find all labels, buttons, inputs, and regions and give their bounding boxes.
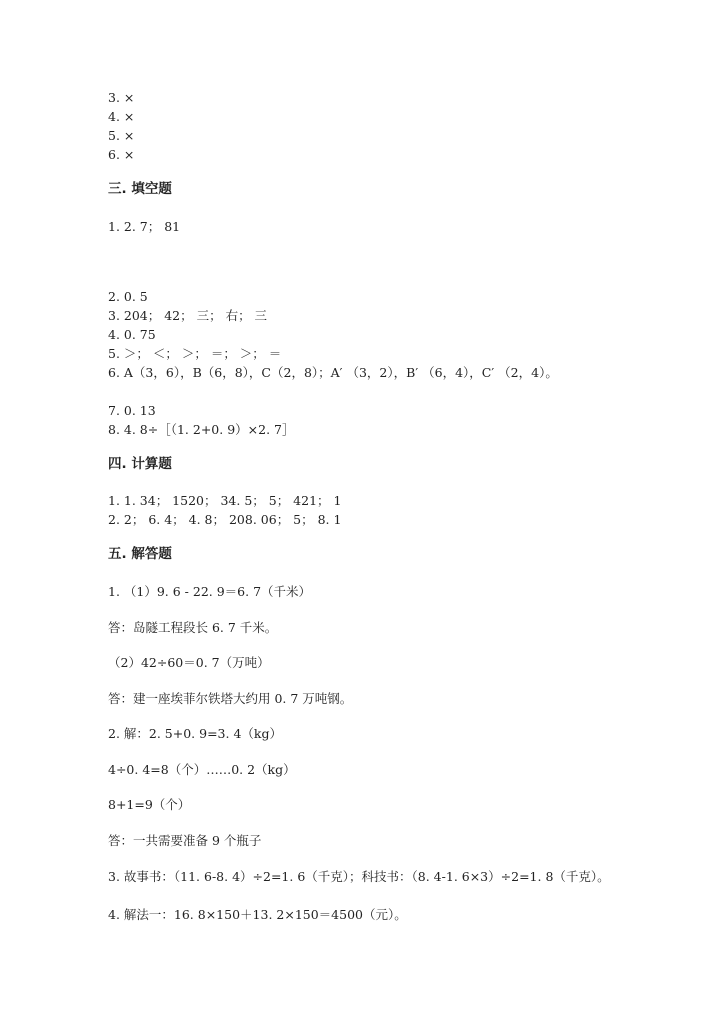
answer-item: 1. 2. 7； 81 <box>108 219 181 234</box>
answer-item: 1. 1. 34； 1520； 34. 5； 5； 421； 1 <box>108 493 342 508</box>
answer-item: 答：建一座埃菲尔铁塔大约用 0. 7 万吨钢。 <box>108 691 353 706</box>
answer-item: 3. 故事书：（11. 6-8. 4）÷2=1. 6（千克）；科技书：（8. 4-1. 6×3）÷2=1. 8（千克）。 <box>108 869 610 884</box>
answer-item: 3. 204； 42； 三； 右； 三 <box>108 308 268 323</box>
answer-item: 5. ＞； ＜； ＞； ＝； ＞； ＝ <box>108 346 282 361</box>
answer-item: 6. × <box>108 147 135 162</box>
answer-item: 2. 解：2. 5+0. 9=3. 4（kg） <box>108 726 282 741</box>
answer-item: 5. × <box>108 128 135 143</box>
answer-item: 8+1=9（个） <box>108 797 191 812</box>
answer-item: 4. 解法一：16. 8×150＋13. 2×150＝4500（元）。 <box>108 907 407 922</box>
answer-item: 4÷0. 4=8（个）……0. 2（kg） <box>108 762 296 777</box>
section-heading-fill-blank: 三. 填空题 <box>108 181 172 197</box>
answer-item: （2）42÷60＝0. 7（万吨） <box>108 655 270 670</box>
answer-item: 7. 0. 13 <box>108 403 156 418</box>
answer-item: 6. A（3，6），B（6，8），C（2，8）；A′ （3，2），B′ （6，4），C′ （2，4）。 <box>108 365 558 380</box>
answer-item: 2. 2； 6. 4； 4. 8； 208. 06； 5； 8. 1 <box>108 512 342 527</box>
section-heading-solutions: 五. 解答题 <box>108 546 172 562</box>
section-heading-calculation: 四. 计算题 <box>108 456 172 472</box>
answer-item: 答：岛隧工程段长 6. 7 千米。 <box>108 620 278 635</box>
answer-item: 4. 0. 75 <box>108 327 156 342</box>
answer-item: 答：一共需要准备 9 个瓶子 <box>108 833 262 848</box>
answer-item: 1. （1）9. 6 - 22. 9＝6. 7（千米） <box>108 584 312 599</box>
answer-item: 3. × <box>108 90 135 105</box>
answer-item: 8. 4. 8÷［（1. 2+0. 9）×2. 7］ <box>108 422 295 437</box>
answer-item: 4. × <box>108 109 135 124</box>
answer-item: 2. 0. 5 <box>108 289 148 304</box>
